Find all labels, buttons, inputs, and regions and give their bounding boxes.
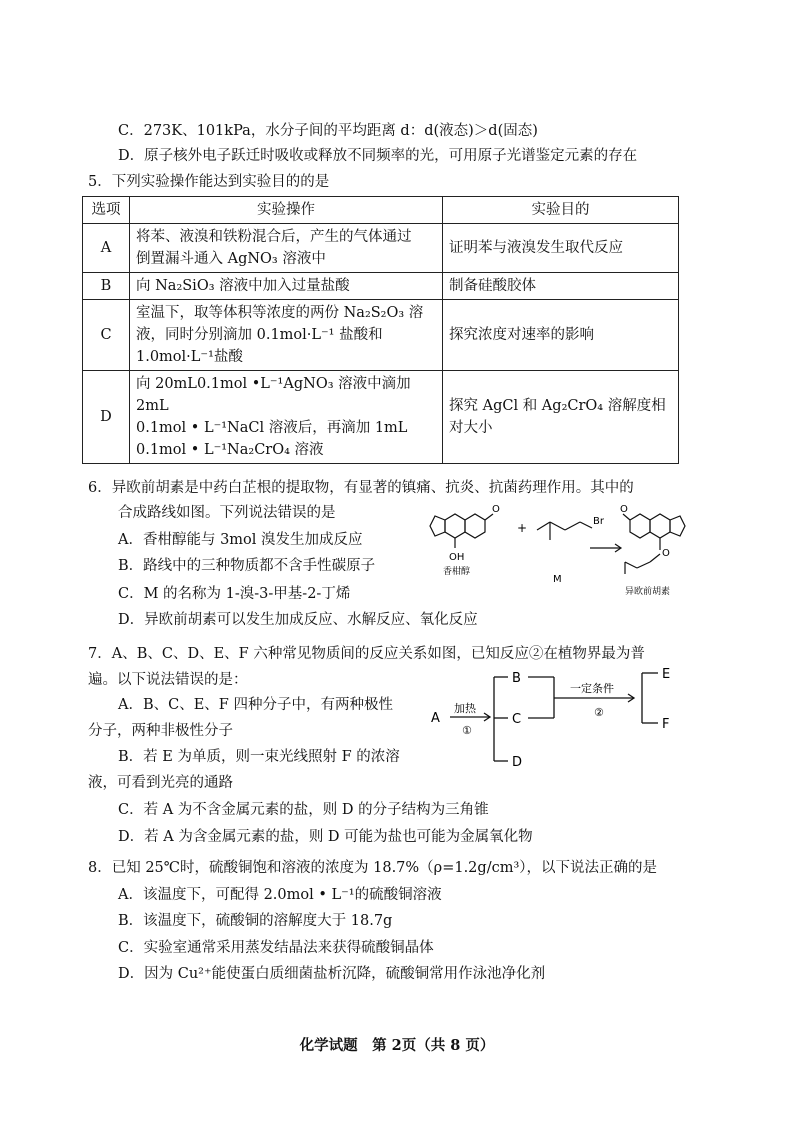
heat-label: 加热 (454, 702, 476, 715)
reaction-2-label: ② (594, 706, 604, 719)
row-purpose: 探究浓度对速率的影响 (443, 300, 679, 371)
row-option: D (83, 371, 130, 464)
isoimperatorin-label: 异欧前胡素 (625, 587, 671, 597)
plus-sign: + (517, 521, 528, 535)
table-header-row (83, 197, 679, 224)
q7-option-a-line2: 分子，两种非极性分子 (88, 723, 233, 739)
q6-option-a: A．香柑醇能与 3mol 溴发生加成反应 (118, 532, 363, 548)
q4-option-c: C．273K、101kPa，水分子间的平均距离 d：d(液态)＞d(固态) (118, 123, 538, 139)
oh-label: OH (449, 552, 465, 563)
q7-stem-line1: 7．A、B、C、D、E、F 六种常见物质间的反应关系如图，已知反应②在植物界最为普 (88, 646, 645, 662)
synthesis-route-figure (425, 500, 695, 600)
table-row (83, 300, 679, 371)
node-d: D (512, 755, 523, 770)
q8-option-c: C．实验室通常采用蒸发结晶法来获得硫酸铜晶体 (118, 940, 434, 956)
row-operation: 向 20mL0.1mol •L⁻¹AgNO₃ 溶液中滴加 2mL 0.1mol • L⁻¹NaCl 溶液后，再滴加 1mL 0.1mol • L⁻¹Na₂CrO₄ 溶液 (130, 371, 443, 464)
page-footer: 化学试题 第 2页（共 8 页） (299, 1037, 495, 1054)
row-option: A (83, 224, 130, 273)
product-o-label: O (620, 504, 628, 515)
header-operation: 实验操作 (130, 197, 443, 224)
row-option: B (83, 273, 130, 300)
row-purpose: 制备硅酸胶体 (443, 273, 679, 300)
q6-option-c: C．M 的名称为 1-溴-3-甲基-2-丁烯 (118, 586, 351, 602)
carbonyl-o-label: O (492, 504, 500, 515)
header-purpose: 实验目的 (443, 197, 679, 224)
q6-option-d: D．异欧前胡素可以发生加成反应、水解反应、氧化反应 (118, 612, 478, 628)
row-option: C (83, 300, 130, 371)
reaction-1-label: ① (462, 724, 472, 737)
experiment-table (82, 196, 679, 464)
q8-stem: 8．已知 25℃时，硫酸铜饱和溶液的浓度为 18.7%（ρ=1.2g/cm³），以下说法正确的是 (88, 860, 658, 876)
row-operation: 室温下，取等体积等浓度的两份 Na₂S₂O₃ 溶 液，同时分别滴加 0.1mol·L⁻¹ 盐酸和 1.0mol·L⁻¹盐酸 (130, 300, 443, 371)
q6-stem-line1: 6．异欧前胡素是中药白芷根的提取物，有显著的镇痛、抗炎、抗菌药理作用。其中的 (88, 480, 634, 496)
bergaptol-label: 香柑醇 (443, 567, 471, 577)
q7-option-b-line2: 液，可看到光亮的通路 (88, 775, 233, 791)
q5-stem: 5．下列实验操作能达到实验目的的是 (88, 174, 330, 190)
q7-stem-line2: 遍。以下说法错误的是： (88, 672, 248, 688)
q7-option-b-line1: B．若 E 为单质，则一束光线照射 F 的浓溶 (118, 749, 400, 765)
header-option: 选项 (83, 197, 130, 224)
ether-o-label: O (662, 548, 670, 559)
row-purpose: 探究 AgCl 和 Ag₂CrO₄ 溶解度相 对大小 (443, 371, 679, 464)
m-label: M (553, 574, 562, 585)
node-c: C (512, 712, 522, 727)
node-f: F (662, 717, 670, 732)
row-operation: 向 Na₂SiO₃ 溶液中加入过量盐酸 (130, 273, 443, 300)
row-operation: 将苯、液溴和铁粉混合后，产生的气体通过 倒置漏斗通入 AgNO₃ 溶液中 (130, 224, 443, 273)
q6-option-b: B．路线中的三种物质都不含手性碳原子 (118, 558, 376, 574)
node-a: A (431, 711, 440, 726)
reaction-relation-figure (428, 668, 690, 772)
br-label: Br (593, 516, 604, 527)
row-purpose: 证明苯与液溴发生取代反应 (443, 224, 679, 273)
q8-option-b: B．该温度下，硫酸铜的溶解度大于 18.7g (118, 913, 393, 929)
condition-label: 一定条件 (570, 682, 614, 695)
q8-option-d: D．因为 Cu²⁺能使蛋白质细菌盐析沉降，硫酸铜常用作泳池净化剂 (118, 966, 546, 982)
table-row (83, 273, 679, 300)
q7-option-a-line1: A．B、C、E、F 四种分子中，有两种极性 (118, 697, 393, 713)
table-row (83, 224, 679, 273)
table-row (83, 371, 679, 464)
q4-option-d: D．原子核外电子跃迁时吸收或释放不同频率的光，可用原子光谱鉴定元素的存在 (118, 148, 638, 164)
q7-option-d: D．若 A 为含金属元素的盐，则 D 可能为盐也可能为金属氧化物 (118, 829, 533, 845)
node-e: E (662, 668, 671, 682)
q6-stem-line2: 合成路线如图。下列说法错误的是 (118, 505, 336, 521)
q8-option-a: A．该温度下，可配得 2.0mol • L⁻¹的硫酸铜溶液 (118, 887, 442, 903)
q7-option-c: C．若 A 为不含金属元素的盐，则 D 的分子结构为三角锥 (118, 802, 489, 818)
node-b: B (512, 671, 521, 686)
